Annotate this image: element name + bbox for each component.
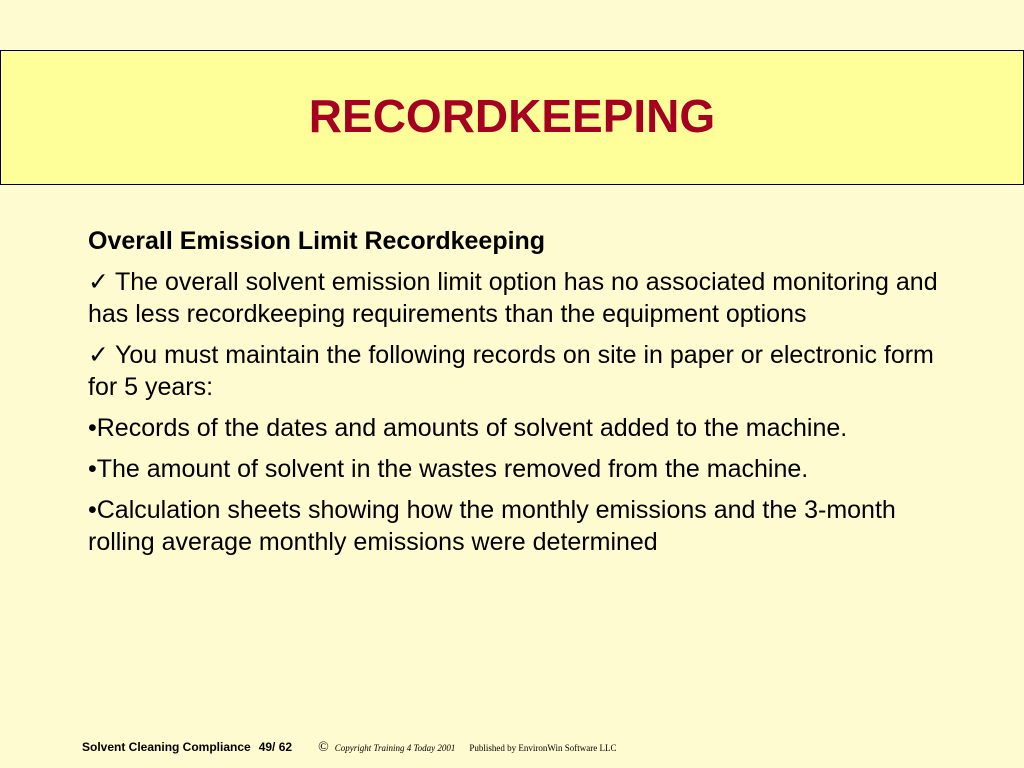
check-item-text: You must maintain the following records on site in paper or electronic form for 5 years: [88,341,934,401]
copyright-icon: © [318,740,329,755]
footer-publisher: Published by EnvironWin Software LLC [469,743,617,753]
footer-course-title: Solvent Cleaning Compliance [82,740,251,754]
footer-page-number: 49/ 62 [258,740,293,754]
slide-title: RECORDKEEPING [308,89,716,142]
bullet-item-1: •Records of the dates and amounts of solvent added to the machine. [88,414,848,442]
checkmark-icon: ✓ [88,268,109,296]
title-banner [0,50,1024,185]
section-heading: Overall Emission Limit Recordkeeping [88,227,546,255]
check-item-1 [88,266,948,330]
footer-copyright: Copyright Training 4 Today 2001 [334,743,456,753]
slide-footer [82,740,617,760]
slide-body [88,226,948,567]
bullet-item-2: •The amount of solvent in the wastes removed from the machine. [88,455,809,483]
checkmark-icon: ✓ [88,341,109,369]
check-item-2 [88,339,948,403]
check-item-text: The overall solvent emission limit option has no associated monitoring and has less recordkeeping requirements than the equipment options [88,268,938,328]
bullet-item-3: •Calculation sheets showing how the monthly emissions and the 3-month rolling average monthly emissions were determined [88,496,896,556]
